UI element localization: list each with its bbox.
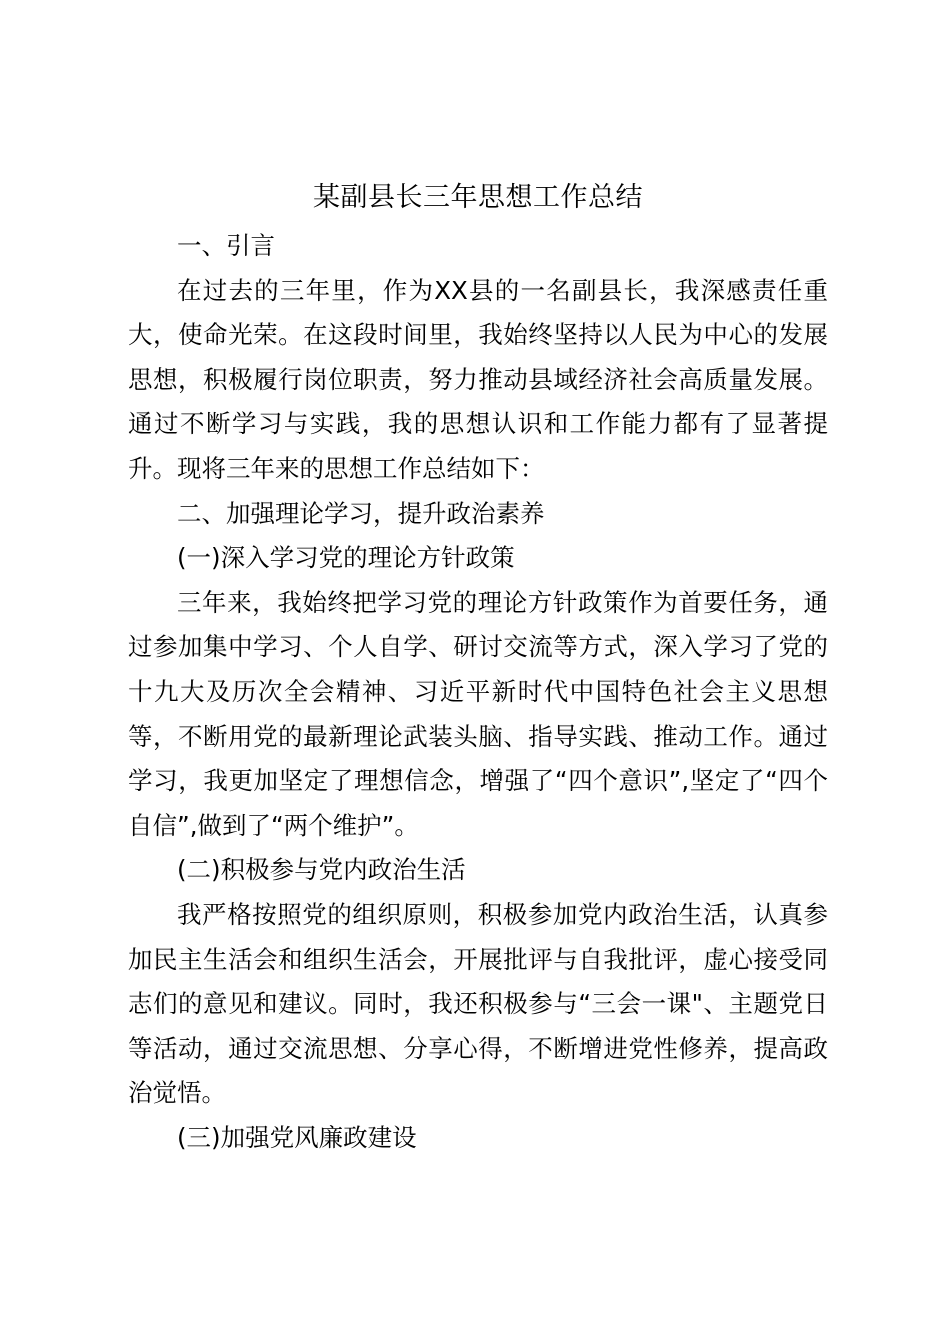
subsection-heading-2: (二)积极参与党内政治生活 — [177, 855, 466, 885]
subsection-heading-3: (三)加强党风廉政建设 — [177, 1122, 417, 1152]
paragraph-party-life: 我严格按照党的组织原则，积极参加党内政治生活，认真参加民主生活会和组织生活会，开展批评与自我批评，虚心接受同志们的意见和建议。同时，我还积极参与“三会一课"、主题党日等活动，通过交流思想、分享心得，不断增进党性修养，提高政治觉悟。 — [128, 899, 828, 1108]
paragraph-theory-study: 三年来，我始终把学习党的理论方针政策作为首要任务，通过参加集中学习、个人自学、研讨交流等方式，深入学习了党的十九大及历次全会精神、习近平新时代中国特色社会主义思想等，不断用党的最新理论武装头脑、指导实践、推动工作。通过学习，我更加坚定了理想信念，增强了“四个意识”,坚定了“四个自信”,做到了“两个维护”。 — [128, 587, 828, 840]
document-title: 某副县长三年思想工作总结 — [313, 182, 643, 213]
section-heading-theory: 二、加强理论学习，提升政治素养 — [177, 498, 545, 528]
document-body — [128, 174, 828, 1160]
subsection-heading-1: (一)深入学习党的理论方针政策 — [177, 543, 515, 573]
section-heading-intro: 一、引言 — [177, 231, 275, 260]
paragraph-intro: 在过去的三年里，作为XX县的一名副县长，我深感责任重大，使命光荣。在这段时间里，我始终坚持以人民为中心的发展思想，积极履行岗位职责，努力推动县域经济社会高质量发展。通过不断学习与实践，我的思想认识和工作能力都有了显著提升。现将三年来的思想工作总结如下： — [128, 275, 828, 483]
